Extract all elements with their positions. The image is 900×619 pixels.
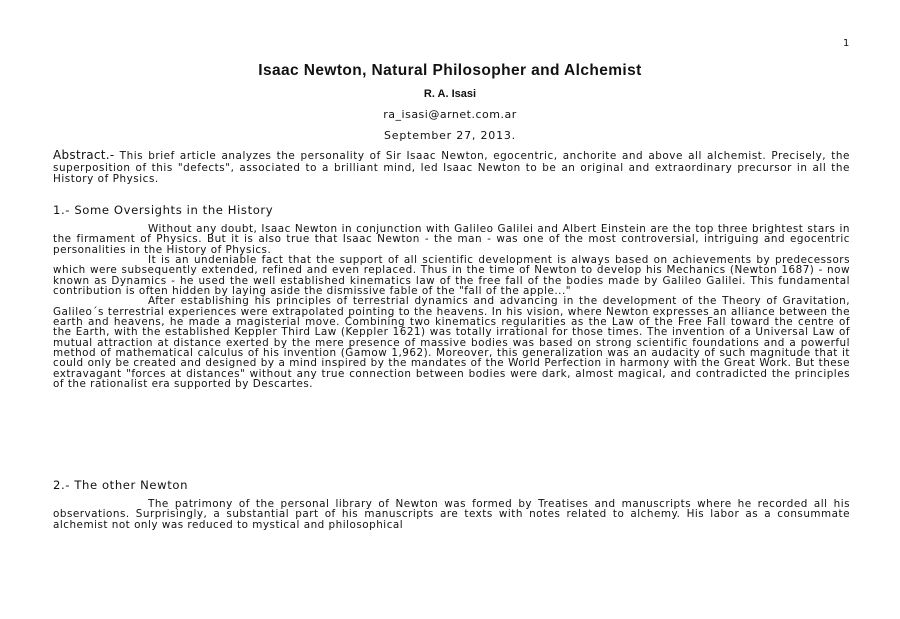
abstract-text: This brief article analyzes the personality of Sir Isaac Newton, egocentric, anchorite and above all alchemist. Precisely, the superposition of this "defects", associated to a brilliant mind, led Isaac Newton to be an original and extraordinary precursor in all the History of Physics. <box>53 150 850 186</box>
section-body-2 <box>53 499 850 530</box>
author-name: R. A. Isasi <box>423 88 477 100</box>
paragraph: It is an undeniable fact that the support of all scientific development is always based on achievements by predecessors which were subsequently extended, refined and even replaced. Thus in the time of Newton to develop his Mechanics (Newton 1687) - now known as Dynamics - he used the well established kinematics law of the free fall of the bodies made by Galileo Galilei. This fundamental contribution is often hidden by laying aside the dismissive fable of the "fall of the apple..." <box>53 254 850 298</box>
section-heading-2: 2.- The other Newton <box>53 478 189 492</box>
abstract <box>53 150 850 186</box>
author-email: ra_isasi@arnet.com.ar <box>383 108 517 121</box>
paragraph: Without any doubt, Isaac Newton in conjunction with Galileo Galilei and Albert Einstein are the top three brightest stars in the firmament of Physics. But it is also true that Isaac Newton - the man - was one of the most controversial, intriguing and egocentric personalities in the History of Physics. <box>53 223 850 256</box>
page-number: 1 <box>843 38 850 49</box>
section-body-1 <box>53 224 850 390</box>
publication-date: September 27, 2013. <box>384 129 516 142</box>
paper-title: Isaac Newton, Natural Philosopher and Alchemist <box>258 62 642 79</box>
abstract-label: Abstract.- <box>53 148 115 162</box>
section-heading-1: 1.- Some Oversights in the History <box>53 203 274 217</box>
paragraph: The patrimony of the personal library of Newton was formed by Treatises and manuscripts where he recorded all his observations. Surprisingly, a substantial part of his manuscripts are texts with notes related to alchemy. His labor as a consummate alchemist not only was reduced to mystical and philosophical <box>53 498 850 531</box>
paragraph: After establishing his principles of terrestrial dynamics and advancing in the development of the Theory of Gravitation, Galileo´s terrestrial experiences were extrapolated pointing to the heavens. In his vision, where Newton expresses an alliance between the earth and heavens, he made a magisterial move. Combining two kinematics regularities as the Law of the Free Fall toward the centre of the Earth, with the established Keppler Third Law (Keppler 1621) was totally irrational for those times. The invention of a Universal Law of mutual attraction at distance exerted by the mere presence of massive bodies was based on strong scientific foundations and a powerful method of mathematical calculus of his invention (Gamow 1,962). Moreover, this generalization was an audacity of such magnitude that it could only be created and designed by a mind inspired by the mandates of the World Perfection in harmony with the Great Work. But these extravagant "forces at distances" without any true connection between bodies were dark, almost magical, and contradicted the principles of the rationalist era supported by Descartes. <box>53 295 850 391</box>
